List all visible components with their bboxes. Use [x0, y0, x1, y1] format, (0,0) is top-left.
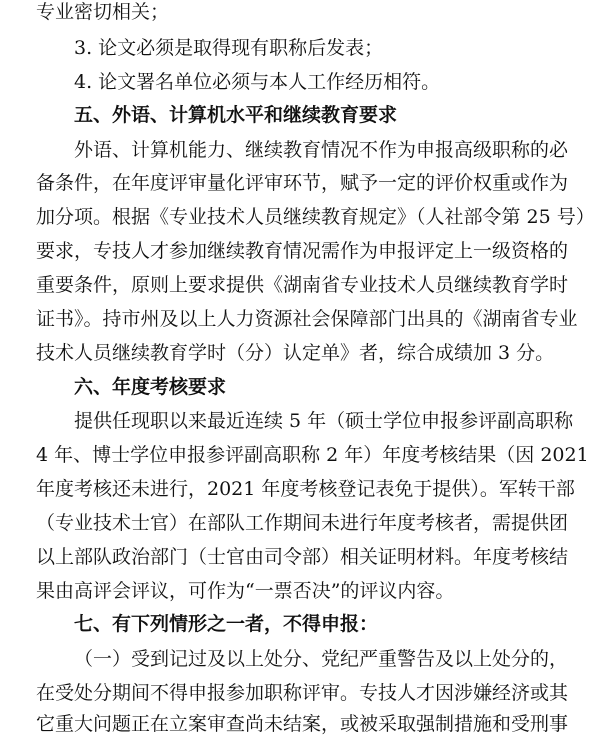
list-item: 3. 论文必须是取得现有职称后发表； [74, 37, 384, 59]
section-heading: 六、年度考核要求 [74, 376, 227, 398]
text-line: 要求，专技人才参加继续教育情况需作为申报评定上一级资格的 [36, 240, 569, 262]
text-line: 专业密切相关； [36, 1, 170, 23]
text-line: 它重大问题正在立案审查尚未结案，或被采取强制措施和受刑事 [36, 713, 569, 735]
text-line: 提供任现职以来最近连续 5 年（硕士学位申报参评副高职称 [74, 410, 574, 432]
text-line: 4 年、博士学位申报参评副高职称 2 年）年度考核结果（因 2021 [36, 444, 589, 466]
section-heading: 七、有下列情形之一者，不得申报： [74, 613, 379, 635]
text-line: 在受处分期间不得申报参加职称评审。专技人才因涉嫌经济或其 [36, 682, 569, 704]
text-line: 备条件，在年度评审量化评审环节，赋予一定的评价权重或作为 [36, 172, 569, 194]
text-line: 技术人员继续教育学时（分）认定单》者，综合成绩加 3 分。 [36, 342, 555, 364]
text-line: 以上部队政治部门（士官由司令部）相关证明材料。年度考核结 [36, 546, 569, 568]
text-line: 加分项。根据《专业技术人员继续教育规定》（人社部令第 25 号） [36, 206, 595, 228]
text-line: 证书》。持市州及以上人力资源社会保障部门出具的《湖南省专业 [36, 308, 578, 330]
text-line: 果由高评会评议，可作为“一票否决”的评议内容。 [36, 580, 455, 602]
text-line: （一）受到记过及以上处分、党纪严重警告及以上处分的， [74, 648, 569, 670]
text-line: 外语、计算机能力、继续教育情况不作为申报高级职称的必 [74, 139, 569, 161]
text-line: 年度考核还未进行，2021 年度考核登记表免于提供）。军转干部 [36, 478, 575, 500]
section-heading: 五、外语、计算机水平和继续教育要求 [74, 104, 398, 126]
text-line: （专业技术士官）在部队工作期间未进行年度考核者，需提供团 [36, 512, 569, 534]
list-item: 4. 论文署名单位必须与本人工作经历相符。 [74, 71, 441, 93]
text-line: 重要条件，原则上要求提供《湖南省专业技术人员继续教育学时 [36, 274, 569, 296]
